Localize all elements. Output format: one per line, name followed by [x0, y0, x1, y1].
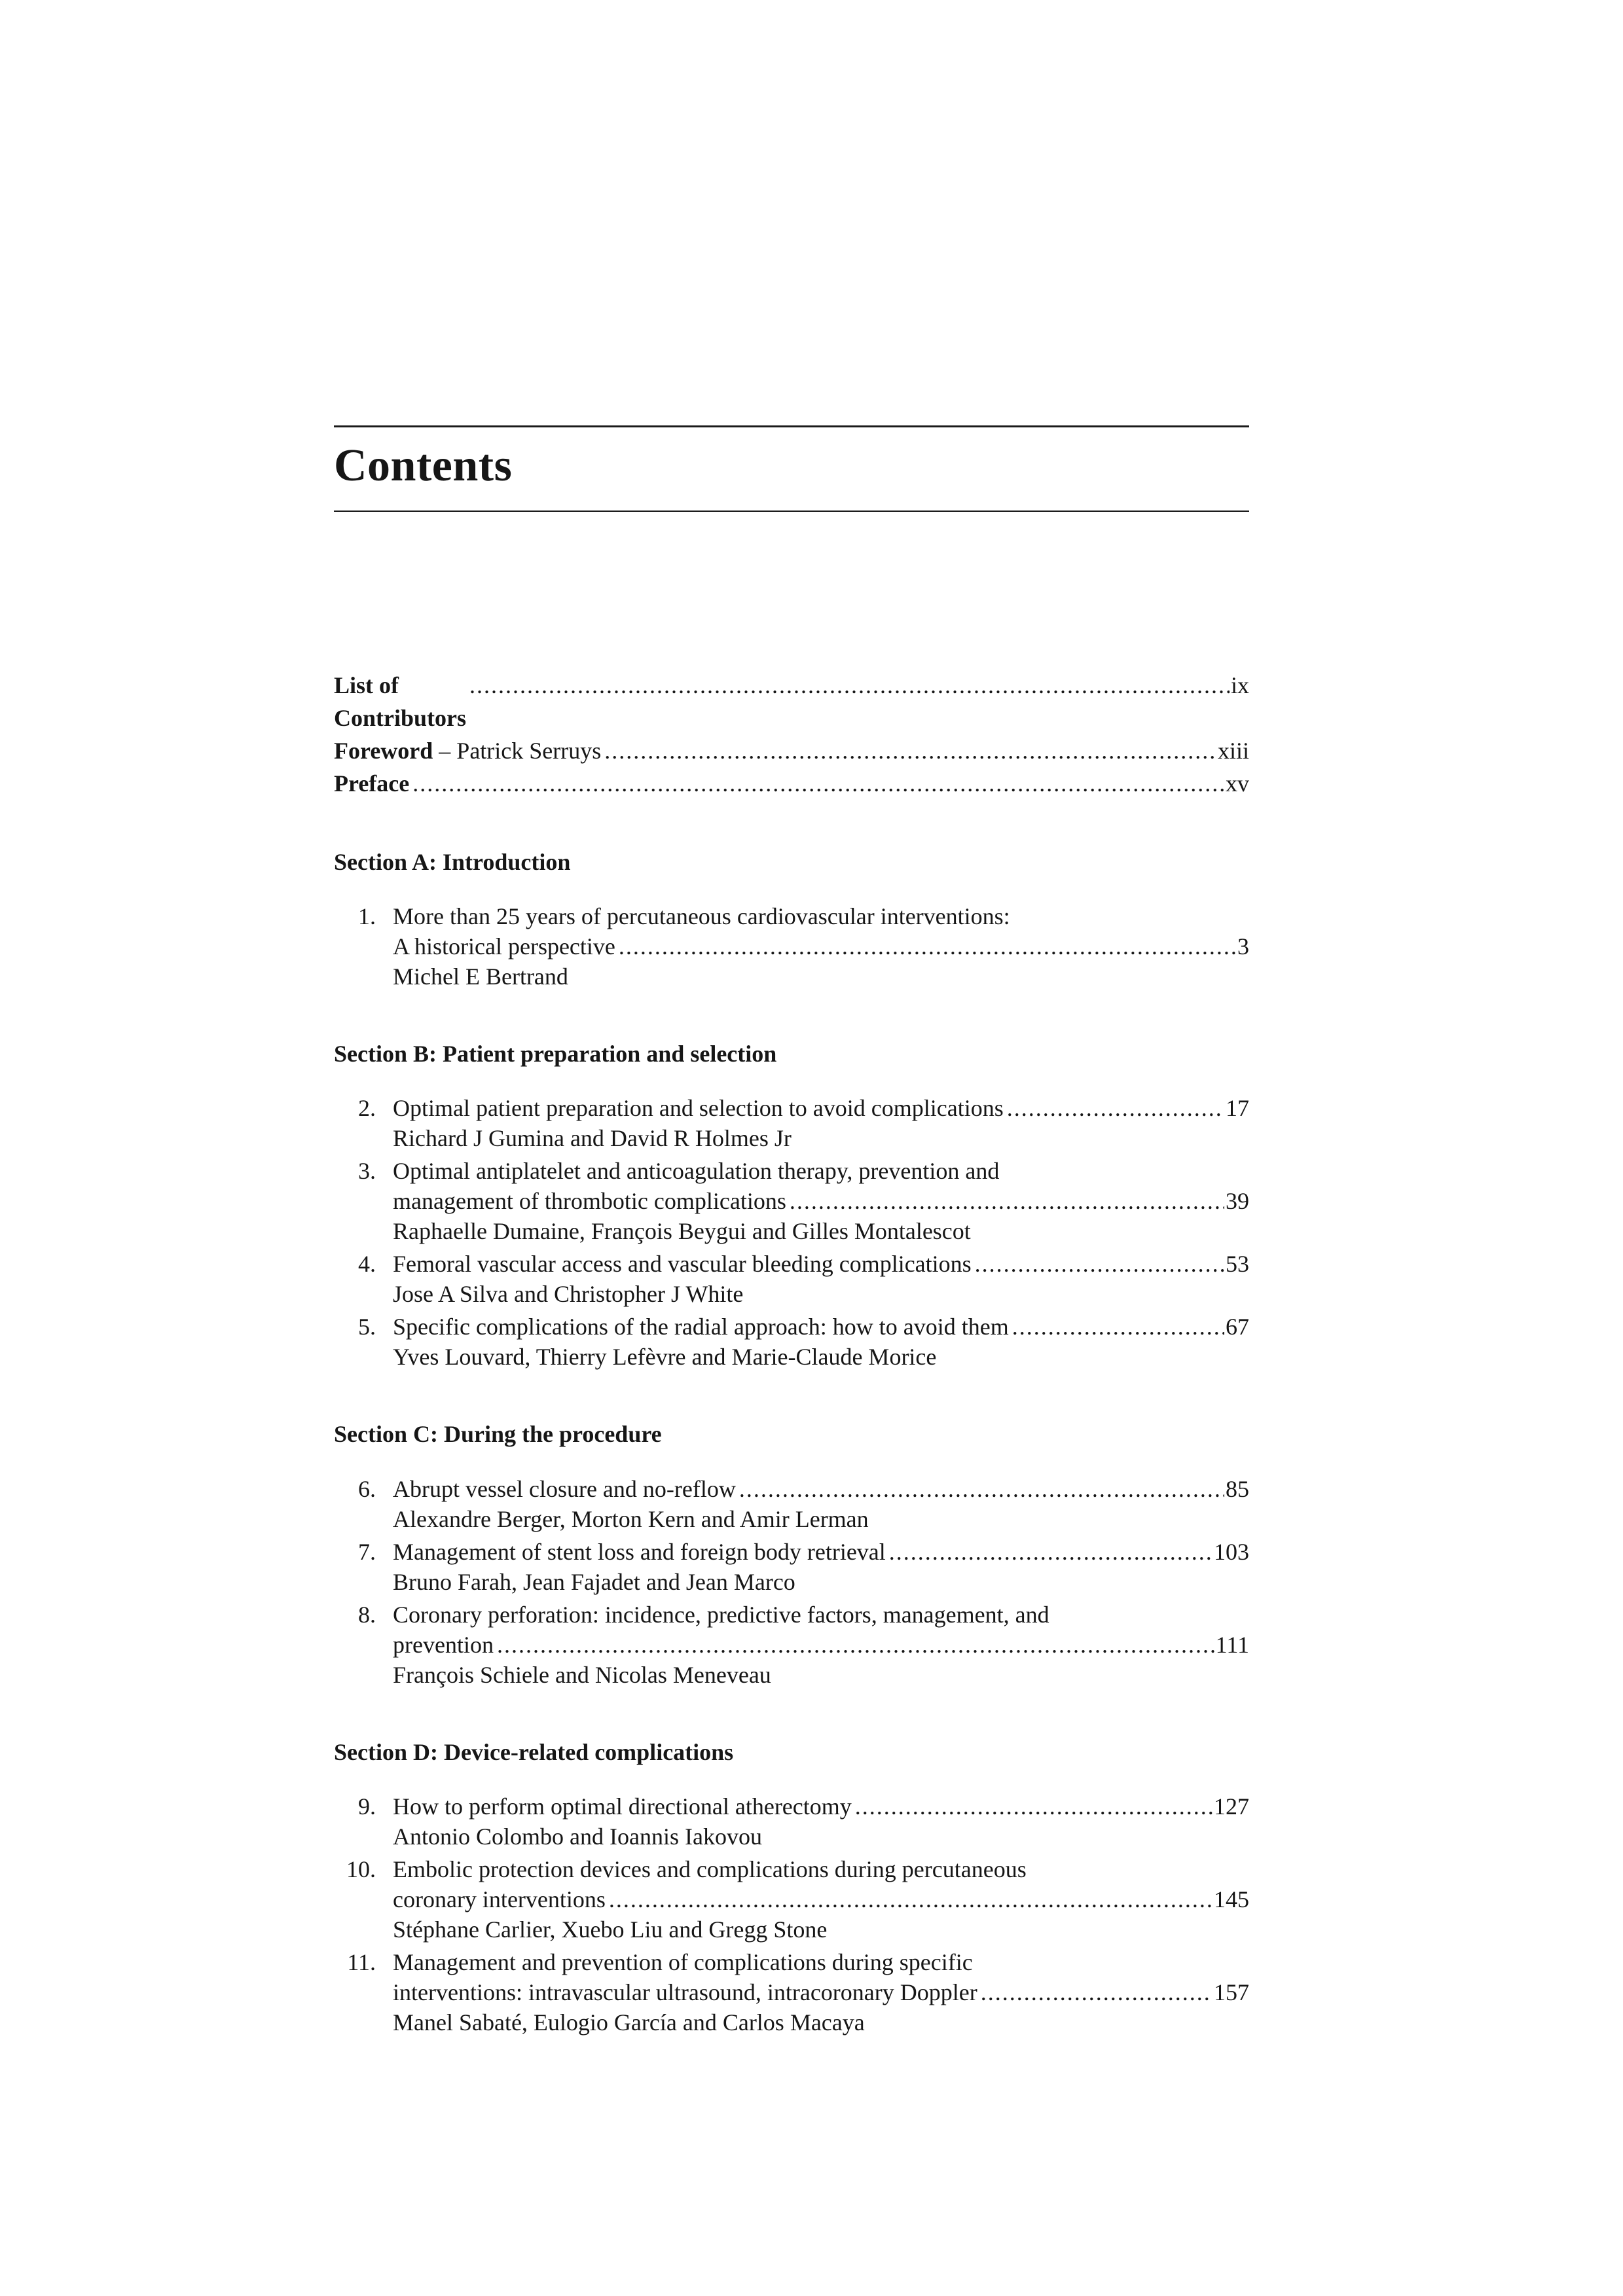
page-number: 67	[1226, 1314, 1249, 1340]
entry-title-line	[393, 1474, 1249, 1504]
front-matter-row	[334, 767, 1249, 800]
page-number: 145	[1214, 1886, 1249, 1912]
leader-dots	[412, 767, 1224, 800]
entry-body	[393, 1249, 1249, 1309]
entry-authors: Yves Louvard, Thierry Lefèvre and Marie-Claude Morice	[393, 1344, 937, 1371]
entry-authors: Alexandre Berger, Morton Kern and Amir Lerman	[393, 1505, 869, 1532]
entry-title-text: How to perform optimal directional atherectomy	[393, 1793, 852, 1820]
entry-title-line	[393, 1093, 1249, 1123]
entry-authors: Richard J Gumina and David R Holmes Jr	[393, 1125, 792, 1152]
entry-title-text: interventions: intravascular ultrasound, intracoronary Doppler	[393, 1979, 977, 2005]
page-number: ix	[1230, 672, 1249, 698]
toc-entry	[334, 1947, 1249, 2037]
sections	[334, 848, 1249, 2037]
toc-entry	[334, 901, 1249, 992]
entry-body	[393, 1854, 1249, 1945]
toc-entry	[334, 1474, 1249, 1534]
toc-entry	[334, 1156, 1249, 1246]
leader-dots	[1007, 1093, 1224, 1123]
front-matter-row	[334, 734, 1249, 767]
entry-body	[393, 1474, 1249, 1534]
entry-authors: Antonio Colombo and Ioannis Iakovou	[393, 1823, 762, 1850]
entry-authors: Manel Sabaté, Eulogio García and Carlos Macaya	[393, 2009, 865, 2036]
entry-title-line: Embolic protection devices and complications during percutaneous	[393, 1856, 1027, 1882]
page-number: xv	[1226, 770, 1249, 797]
page-number: 127	[1214, 1793, 1249, 1820]
page-number: 39	[1226, 1188, 1249, 1215]
page-number: 111	[1215, 1631, 1249, 1658]
leader-dots	[1012, 1312, 1224, 1342]
entry-body	[393, 901, 1249, 992]
entry-title-line: More than 25 years of percutaneous cardiovascular interventions:	[393, 903, 1010, 930]
page-number: xiii	[1217, 738, 1249, 764]
entry-title-line: Optimal antiplatelet and anticoagulation therapy, prevention and	[393, 1158, 1000, 1185]
section-heading: Section B: Patient preparation and selection	[334, 1041, 777, 1067]
entry-title-text: management of thrombotic complications	[393, 1188, 786, 1215]
entry-number: 4.	[358, 1251, 376, 1278]
entry-number: 8.	[358, 1601, 376, 1628]
page-number: 3	[1237, 933, 1249, 960]
entry-title-text: Abrupt vessel closure and no-reflow	[393, 1475, 736, 1502]
entry-authors: Michel E Bertrand	[393, 963, 568, 990]
entry-number: 5.	[358, 1314, 376, 1340]
toc-section	[334, 1040, 1249, 1372]
entry-title-line	[393, 1884, 1249, 1914]
leader-dots	[497, 1630, 1214, 1660]
toc-entry	[334, 1249, 1249, 1309]
contents-page	[334, 0, 1249, 2037]
entry-title-line: Management and prevention of complications during specific	[393, 1948, 973, 1975]
toc-entry	[334, 1791, 1249, 1852]
leader-dots	[855, 1791, 1213, 1821]
leader-dots	[619, 931, 1236, 961]
entry-title-text: A historical perspective	[393, 933, 615, 960]
toc-entry	[334, 1093, 1249, 1153]
leader-dots	[790, 1186, 1224, 1216]
entry-body	[393, 1537, 1249, 1597]
entry-number: 10.	[346, 1856, 376, 1882]
leader-dots	[889, 1537, 1213, 1567]
entry-title-line	[393, 1977, 1249, 2007]
entry-authors: Raphaelle Dumaine, François Beygui and Gilles Montalescot	[393, 1218, 971, 1245]
entry-number: 9.	[358, 1793, 376, 1820]
entry-number: 1.	[358, 903, 376, 930]
entry-body	[393, 1312, 1249, 1372]
entry-title-text: Optimal patient preparation and selection to avoid complications	[393, 1095, 1004, 1122]
page-number: 103	[1214, 1538, 1249, 1565]
toc-entry	[334, 1600, 1249, 1690]
leader-dots	[609, 1884, 1213, 1914]
front-matter-row	[334, 669, 1249, 734]
entry-number: 6.	[358, 1475, 376, 1502]
toc-section	[334, 1420, 1249, 1689]
leader-dots	[981, 1977, 1213, 2007]
section-heading: Section C: During the procedure	[334, 1421, 662, 1448]
entry-title-line: Coronary perforation: incidence, predictive factors, management, and	[393, 1601, 1049, 1628]
title-block	[334, 425, 1249, 512]
entry-authors: Stéphane Carlier, Xuebo Liu and Gregg Stone	[393, 1916, 828, 1943]
entry-body	[393, 1093, 1249, 1153]
entry-title-line	[393, 1537, 1249, 1567]
entry-authors: Jose A Silva and Christopher J White	[393, 1281, 744, 1308]
toc-entry	[334, 1537, 1249, 1597]
page-title: Contents	[334, 440, 513, 491]
page-number: 53	[1226, 1251, 1249, 1278]
front-matter-label: Preface	[334, 770, 410, 797]
page-number: 157	[1214, 1979, 1249, 2005]
entry-title-text: Specific complications of the radial approach: how to avoid them	[393, 1314, 1009, 1340]
toc-section	[334, 848, 1249, 992]
front-matter-label: List of Contributors	[334, 672, 467, 731]
toc-entry	[334, 1854, 1249, 1945]
page-number: 17	[1226, 1095, 1249, 1122]
entry-title-text: Management of stent loss and foreign body retrieval	[393, 1538, 886, 1565]
entry-body	[393, 1791, 1249, 1852]
toc-section	[334, 1738, 1249, 2037]
entry-body	[393, 1156, 1249, 1246]
entry-title-line	[393, 1630, 1249, 1660]
leader-dots	[469, 669, 1230, 702]
entry-body	[393, 1600, 1249, 1690]
entry-number: 7.	[358, 1538, 376, 1565]
entry-title-line	[393, 1791, 1249, 1821]
entry-authors: Bruno Farah, Jean Fajadet and Jean Marco	[393, 1568, 795, 1595]
entry-number: 11.	[347, 1948, 376, 1975]
entry-number: 3.	[358, 1158, 376, 1185]
entry-title-text: Femoral vascular access and vascular bleeding complications	[393, 1251, 972, 1278]
front-matter	[334, 669, 1249, 800]
section-heading: Section A: Introduction	[334, 849, 571, 875]
entry-body	[393, 1947, 1249, 2037]
leader-dots	[604, 734, 1216, 767]
entry-title-text: coronary interventions	[393, 1886, 606, 1912]
entry-authors: François Schiele and Nicolas Meneveau	[393, 1661, 771, 1688]
page-number: 85	[1226, 1475, 1249, 1502]
entry-number: 2.	[358, 1095, 376, 1122]
entry-title-line	[393, 1186, 1249, 1216]
front-matter-suffix: – Patrick Serruys	[433, 738, 602, 764]
entry-title-line	[393, 1312, 1249, 1342]
leader-dots	[975, 1249, 1224, 1279]
section-heading: Section D: Device-related complications	[334, 1738, 734, 1765]
front-matter-label: Foreword	[334, 738, 433, 764]
entry-title-line	[393, 931, 1249, 961]
entry-title-line	[393, 1249, 1249, 1279]
entry-title-text: prevention	[393, 1631, 494, 1658]
leader-dots	[739, 1474, 1224, 1504]
toc-entry	[334, 1312, 1249, 1372]
